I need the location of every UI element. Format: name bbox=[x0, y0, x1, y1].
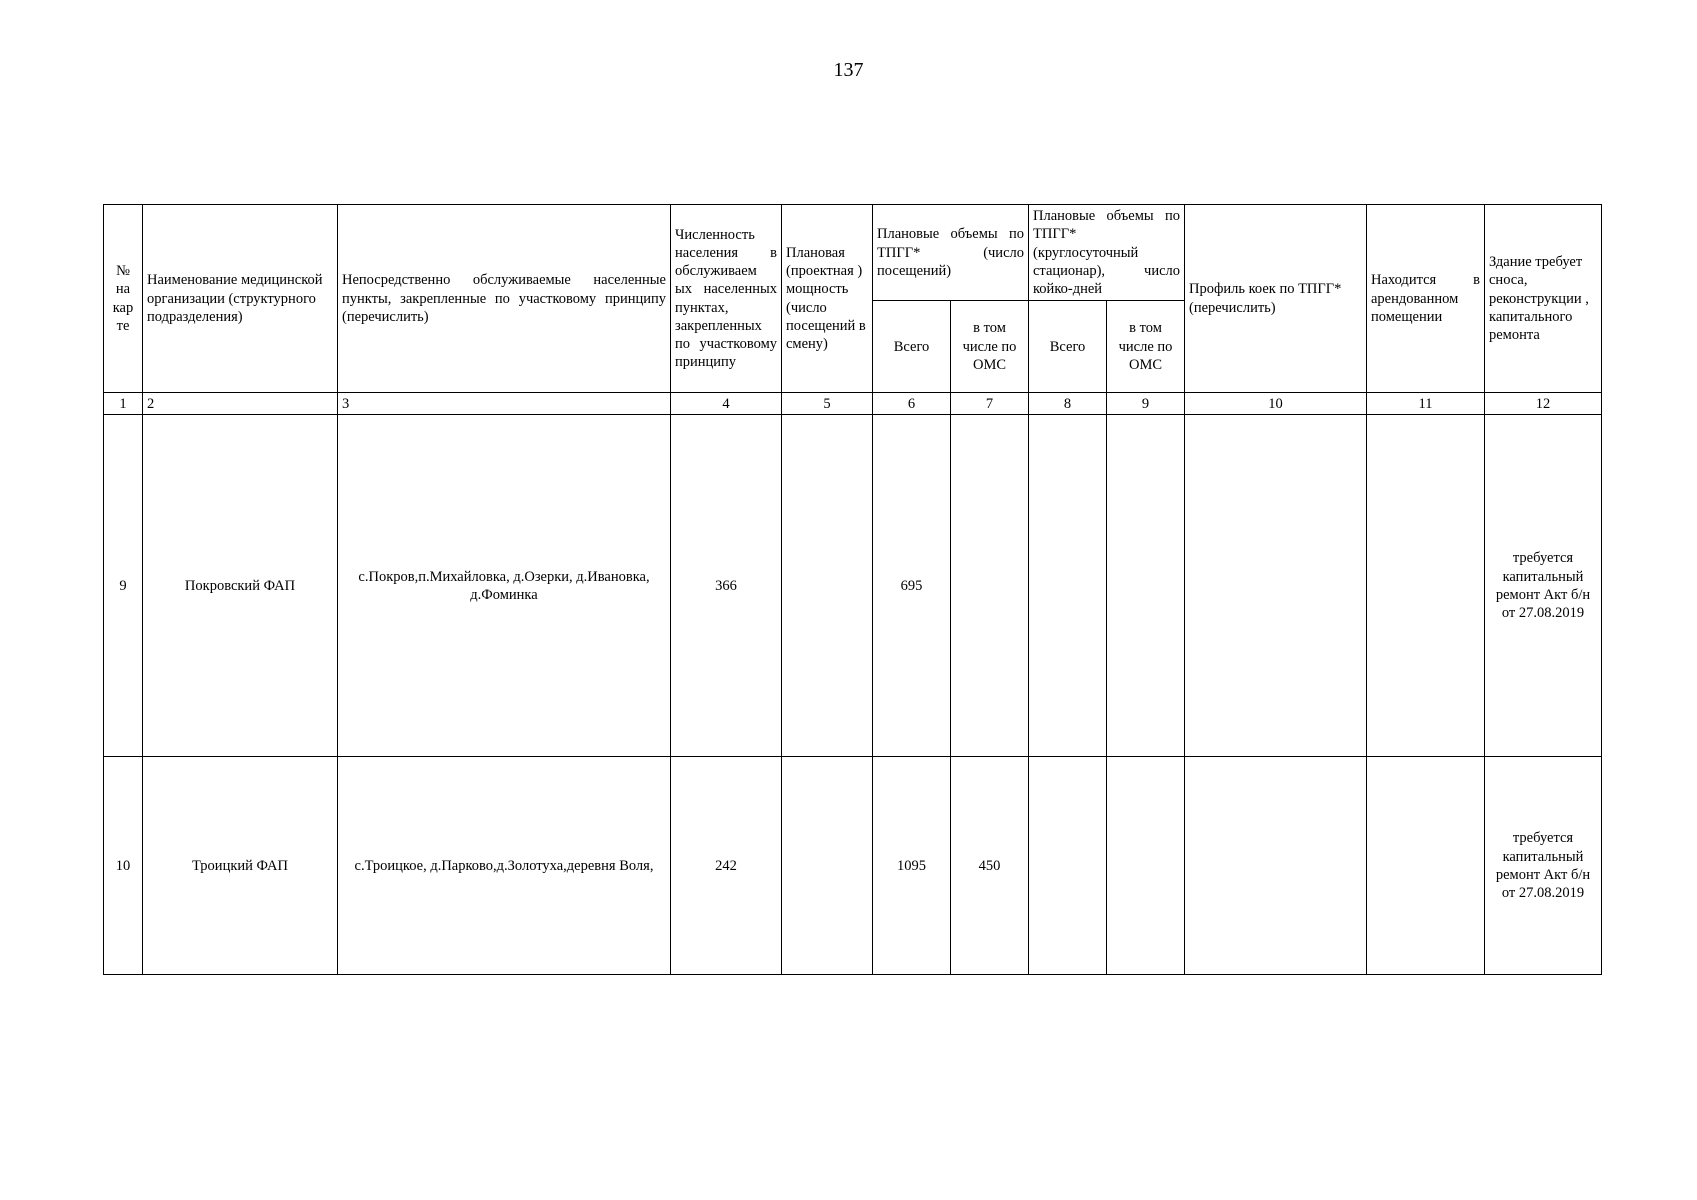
header-bed-days-oms: в том числе по ОМС bbox=[1107, 301, 1185, 393]
cell-population: 242 bbox=[671, 757, 782, 975]
column-number: 1 bbox=[104, 393, 143, 415]
column-number: 6 bbox=[873, 393, 951, 415]
cell-organization-name: Троицкий ФАП bbox=[143, 757, 338, 975]
page-number: 137 bbox=[833, 59, 864, 81]
column-number: 4 bbox=[671, 393, 782, 415]
column-number: 10 bbox=[1185, 393, 1367, 415]
cell-population: 366 bbox=[671, 415, 782, 757]
header-row bbox=[104, 205, 1602, 301]
medical-facilities-table bbox=[103, 204, 1602, 975]
header-planned-visits: Плановые объемы по ТПГГ* (число посещений) bbox=[873, 205, 1029, 301]
header-organization-name: Наименование медицинской организации (структурного подразделения) bbox=[143, 205, 338, 393]
header-bed-profile: Профиль коек по ТПГГ* (перечислить) bbox=[1185, 205, 1367, 393]
column-number: 9 bbox=[1107, 393, 1185, 415]
header-population: Численность населения в обслуживаем ых населенных пунктах, закрепленных по участковому принципу bbox=[671, 205, 782, 393]
cell-building-state: требуется капитальный ремонт Акт б/н от 27.08.2019 bbox=[1485, 415, 1602, 757]
cell-map-number: 10 bbox=[104, 757, 143, 975]
cell-bed-days-oms bbox=[1107, 415, 1185, 757]
header-map-number: № на кар те bbox=[104, 205, 143, 393]
header-visits-oms: в том числе по ОМС bbox=[951, 301, 1029, 393]
cell-bed-profile bbox=[1185, 415, 1367, 757]
cell-building-state: требуется капитальный ремонт Акт б/н от 27.08.2019 bbox=[1485, 757, 1602, 975]
cell-organization-name: Покровский ФАП bbox=[143, 415, 338, 757]
cell-localities: с.Троицкое, д.Парково,д.Золотуха,деревня Воля, bbox=[338, 757, 671, 975]
column-number: 7 bbox=[951, 393, 1029, 415]
column-number: 5 bbox=[782, 393, 873, 415]
cell-visits-total: 1095 bbox=[873, 757, 951, 975]
cell-visits-oms bbox=[951, 415, 1029, 757]
header-rented-premises: Находится в арендованном помещении bbox=[1367, 205, 1485, 393]
cell-visits-oms: 450 bbox=[951, 757, 1029, 975]
cell-map-number: 9 bbox=[104, 415, 143, 757]
cell-bed-days-total bbox=[1029, 415, 1107, 757]
cell-visits-total: 695 bbox=[873, 415, 951, 757]
header-building-state: Здание требует сноса, реконструкции , капитального ремонта bbox=[1485, 205, 1602, 393]
header-planned-capacity: Плановая (проектная ) мощность (число посещений в смену) bbox=[782, 205, 873, 393]
cell-planned-capacity bbox=[782, 757, 873, 975]
table-row bbox=[104, 415, 1602, 757]
header-visits-total: Всего bbox=[873, 301, 951, 393]
column-number: 3 bbox=[338, 393, 671, 415]
table-row bbox=[104, 757, 1602, 975]
cell-rented-premises bbox=[1367, 415, 1485, 757]
cell-bed-days-oms bbox=[1107, 757, 1185, 975]
cell-localities: с.Покров,п.Михайловка, д.Озерки, д.Ивановка, д.Фоминка bbox=[338, 415, 671, 757]
column-number: 8 bbox=[1029, 393, 1107, 415]
column-number-row bbox=[104, 393, 1602, 415]
header-bed-days-total: Всего bbox=[1029, 301, 1107, 393]
cell-planned-capacity bbox=[782, 415, 873, 757]
header-planned-bed-days: Плановые объемы по ТПГГ* (круглосуточный стационар), число койко-дней bbox=[1029, 205, 1185, 301]
cell-bed-profile bbox=[1185, 757, 1367, 975]
cell-bed-days-total bbox=[1029, 757, 1107, 975]
column-number: 2 bbox=[143, 393, 338, 415]
header-localities: Непосредственно обслуживаемые населенные пункты, закрепленные по участковому принципу (перечислить) bbox=[338, 205, 671, 393]
cell-rented-premises bbox=[1367, 757, 1485, 975]
column-number: 12 bbox=[1485, 393, 1602, 415]
column-number: 11 bbox=[1367, 393, 1485, 415]
